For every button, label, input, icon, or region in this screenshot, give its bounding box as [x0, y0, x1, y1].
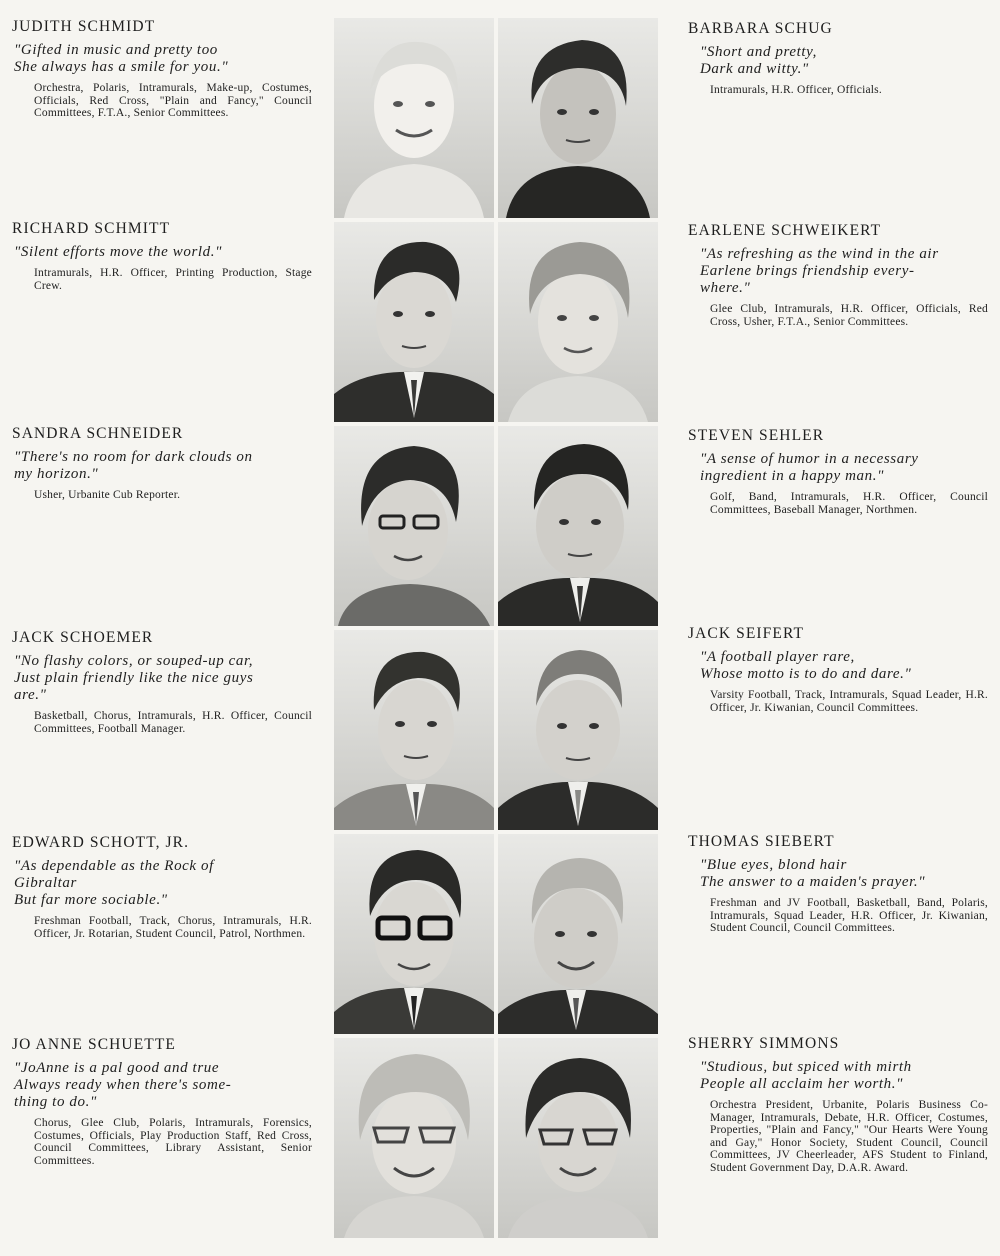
- student-quote: "A sense of humor in a necessary ingredient in a happy man.": [700, 451, 919, 484]
- student-entry: [688, 427, 988, 516]
- student-name: RICHARD SCHMITT: [12, 220, 171, 237]
- student-name: EARLENE SCHWEIKERT: [688, 222, 882, 239]
- portrait-image: [498, 426, 658, 626]
- student-activities: Intramurals, H.R. Officer, Officials.: [710, 84, 882, 96]
- portrait-image: [334, 630, 494, 830]
- student-quote: "Gifted in music and pretty too She always has a smile for you.": [14, 42, 229, 75]
- student-photo: [498, 18, 658, 218]
- student-activities: Varsity Football, Track, Intramurals, Squad Leader, H.R. Officer, Jr. Kiwanian, Council Committees.: [710, 689, 988, 714]
- student-quote: "Silent efforts move the world.": [14, 244, 223, 260]
- student-quote: "JoAnne is a pal good and true Always ready when there's some- thing to do.": [14, 1060, 232, 1110]
- student-activities: Orchestra, Polaris, Intramurals, Make-up, Costumes, Officials, Red Cross, "Plain and Fancy," Council Committees, F.T.A., Senior Committees.: [34, 82, 312, 119]
- student-name: EDWARD SCHOTT, JR.: [12, 834, 190, 851]
- student-quote: "There's no room for dark clouds on my horizon.": [14, 449, 253, 482]
- student-entry: [12, 220, 312, 292]
- student-name: JACK SEIFERT: [688, 625, 805, 642]
- student-quote: "Short and pretty, Dark and witty.": [700, 44, 817, 77]
- student-entry: [12, 425, 312, 502]
- student-activities: Orchestra President, Urbanite, Polaris Business Co-Manager, Intramurals, Debate, H.R. Officer, Costumes, Properties, "Plain and Fancy," "Our Hearts Were Young and Gay," Honor Society, Student Council, Council Committees, JV Cheerleader, AFS Student to Finland, Student Government Day, D.A.R. Award.: [710, 1099, 988, 1174]
- student-activities: Freshman Football, Track, Chorus, Intramurals, H.R. Officer, Jr. Rotarian, Student Council, Patrol, Northmen.: [34, 915, 312, 940]
- student-photo: [498, 1038, 658, 1238]
- student-quote: "Blue eyes, blond hair The answer to a maiden's prayer.": [700, 857, 926, 890]
- student-photo: [498, 426, 658, 626]
- student-photo: [334, 1038, 494, 1238]
- student-photo: [334, 18, 494, 218]
- portrait-image: [334, 1038, 494, 1238]
- portrait-image: [498, 222, 658, 422]
- student-name: SANDRA SCHNEIDER: [12, 425, 184, 442]
- student-entry: [12, 834, 312, 940]
- student-photo: [498, 630, 658, 830]
- student-activities: Glee Club, Intramurals, H.R. Officer, Officials, Red Cross, Usher, F.T.A., Senior Committees.: [710, 303, 988, 328]
- student-name: THOMAS SIEBERT: [688, 833, 835, 850]
- student-entry: [688, 625, 988, 714]
- student-entry: [688, 833, 988, 935]
- portrait-image: [498, 18, 658, 218]
- student-entry: [688, 1035, 988, 1174]
- student-entry: [688, 222, 988, 328]
- student-activities: Golf, Band, Intramurals, H.R. Officer, Council Committees, Baseball Manager, Northmen.: [710, 491, 988, 516]
- student-name: BARBARA SCHUG: [688, 20, 833, 37]
- student-photo: [334, 426, 494, 626]
- student-photo: [334, 222, 494, 422]
- portrait-image: [334, 834, 494, 1034]
- student-activities: Basketball, Chorus, Intramurals, H.R. Officer, Council Committees, Football Manager.: [34, 710, 312, 735]
- student-name: JO ANNE SCHUETTE: [12, 1036, 176, 1053]
- student-quote: "As dependable as the Rock of Gibraltar But far more sociable.": [14, 858, 214, 908]
- student-photo: [334, 630, 494, 830]
- student-quote: "Studious, but spiced with mirth People all acclaim her worth.": [700, 1059, 912, 1092]
- portrait-image: [334, 426, 494, 626]
- portrait-image: [498, 630, 658, 830]
- student-photo: [498, 834, 658, 1034]
- student-entry: [12, 629, 312, 735]
- student-activities: Chorus, Glee Club, Polaris, Intramurals, Forensics, Costumes, Officials, Play Production Staff, Red Cross, Council Committees, Library Assistant, Senior Committees.: [34, 1117, 312, 1167]
- student-quote: "No flashy colors, or souped-up car, Just plain friendly like the nice guys are.": [14, 653, 254, 703]
- student-name: JACK SCHOEMER: [12, 629, 154, 646]
- student-name: JUDITH SCHMIDT: [12, 18, 156, 35]
- student-quote: "As refreshing as the wind in the air Earlene brings friendship every- where.": [700, 246, 939, 296]
- student-activities: Freshman and JV Football, Basketball, Band, Polaris, Intramurals, Squad Leader, H.R. Officer, Jr. Kiwanian, Student Council, Council Committees.: [710, 897, 988, 934]
- portrait-image: [334, 222, 494, 422]
- student-activities: Usher, Urbanite Cub Reporter.: [34, 489, 181, 501]
- student-entry: [688, 20, 988, 97]
- student-photo: [498, 222, 658, 422]
- student-entry: [12, 18, 312, 120]
- student-activities: Intramurals, H.R. Officer, Printing Production, Stage Crew.: [34, 267, 312, 292]
- portrait-image: [334, 18, 494, 218]
- portrait-image: [498, 1038, 658, 1238]
- student-entry: [12, 1036, 312, 1167]
- student-name: SHERRY SIMMONS: [688, 1035, 840, 1052]
- student-name: STEVEN SEHLER: [688, 427, 825, 444]
- student-photo: [334, 834, 494, 1034]
- portrait-image: [498, 834, 658, 1034]
- student-quote: "A football player rare, Whose motto is to do and dare.": [700, 649, 912, 682]
